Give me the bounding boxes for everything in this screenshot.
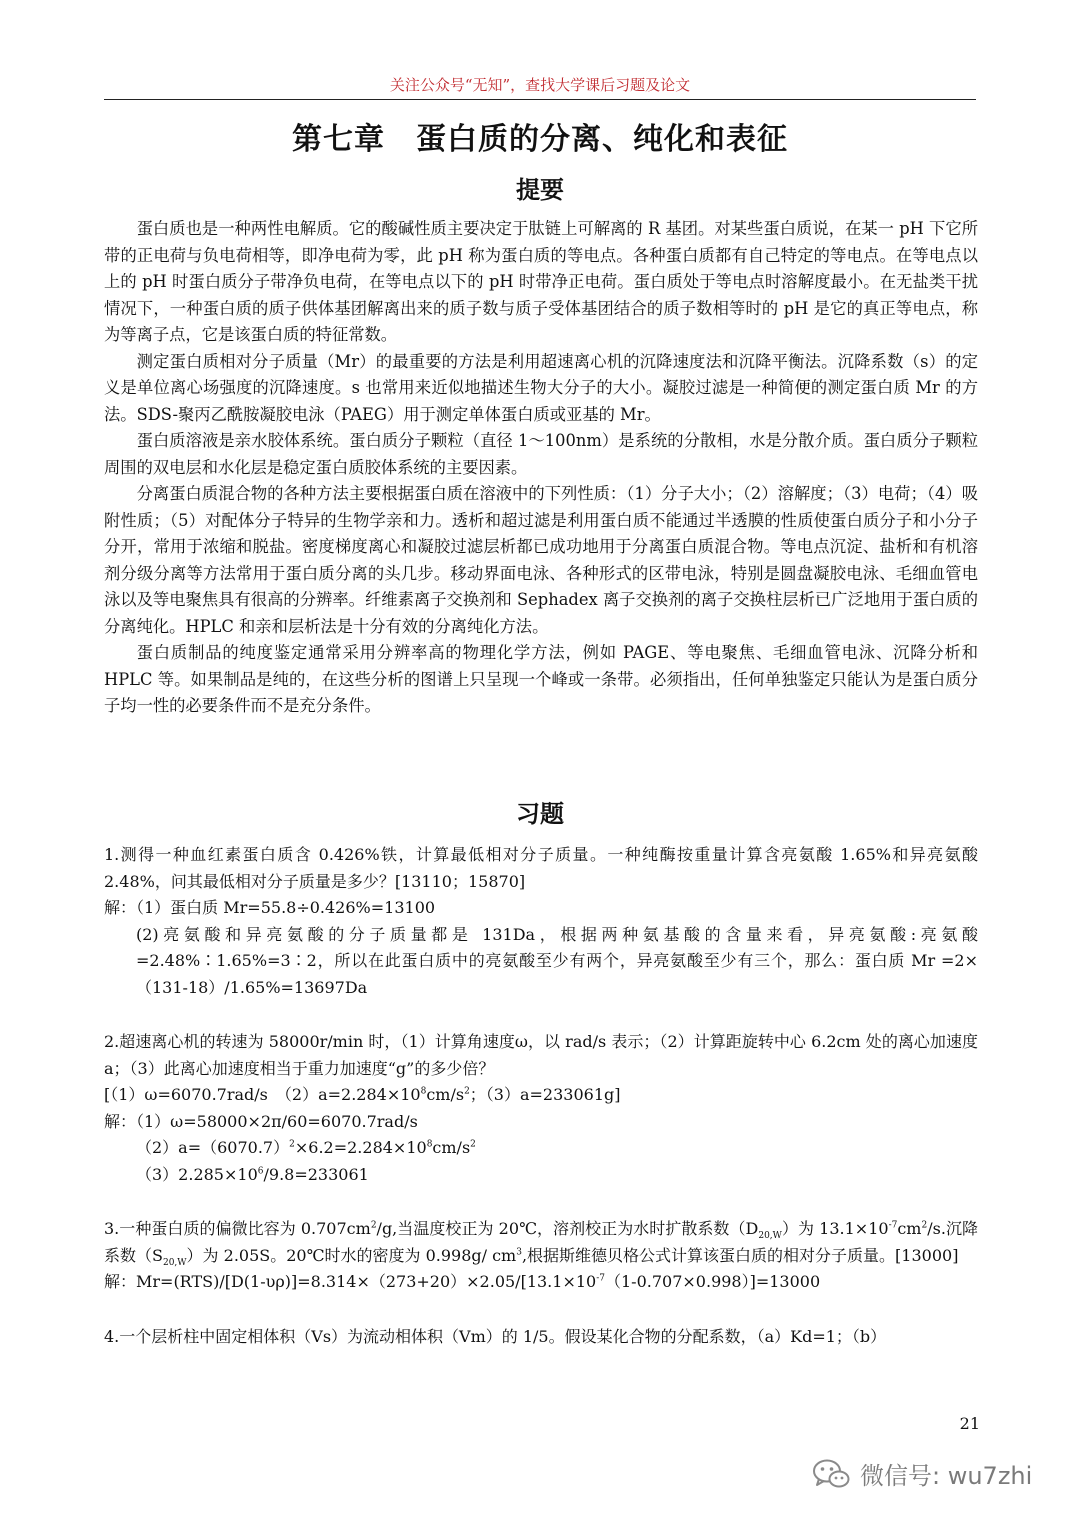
solution-text: ×6.2=2.284×10 xyxy=(294,1138,427,1157)
wechat-watermark xyxy=(812,1456,1032,1491)
question-text: /s.沉降系数（S xyxy=(104,1219,978,1265)
summary-paragraph: 蛋白质也是一种两性电解质。它的酸碱性质主要决定于肽链上可解离的 R 基团。对某些蛋白质说，在某一 pH 下它所带的正电荷与负电荷相等，即净电荷为零，此 pH 称为蛋白质的等电点。各种蛋白质都有自己特定的等电点。在等电点以上的 pH 时蛋白质分子带净负电荷，在等电点以下的 pH 时带净正电荷。蛋白质处于等电点时溶解度最小。在无盐类干扰情况下，一种蛋白质的质子供体基团解离出来的质子数与质子受体基团结合的质子数相等时的 pH 是它的真正等电点，称为等离子点，它是该蛋白质的特征常数。 xyxy=(104,219,978,344)
solution-line: (2)亮氨酸和异亮氨酸的分子质量都是 131Da，根据两种氨基酸的含量来看，异亮氨酸:亮氨酸=2.48%∶1.65%=3∶2，所以在此蛋白质中的亮氨酸至少有两个，异亮氨酸至少有三个，那么：蛋白质 Mr =2×（131-18）/1.65%=13697Da xyxy=(136,924,978,997)
exercise-4 xyxy=(104,1324,978,1351)
exercises-section xyxy=(104,842,978,1378)
exercise-question: 2.超速离心机的转速为 58000r/min 时，（1）计算角速度ω，以 rad/s 表示；（2）计算距旋转中心 6.2cm 处的离心加速度 a；（3）此离心加速度相当于重力加速度“g”的多少倍？ xyxy=(104,1032,978,1078)
subscript: 20,W xyxy=(162,1257,187,1268)
solution-text: 解：Mr=(RTS)/[D(1-υρ)]=8.314×（273+20）×2.05/[13.1×10 xyxy=(104,1272,597,1291)
superscript: 8 xyxy=(426,1139,433,1150)
answer-text: [（1）ω=6070.7rad/s （2）a=2.284×10 xyxy=(104,1085,421,1104)
question-text: cm xyxy=(897,1219,922,1238)
question-text: ,根据斯维德贝格公式计算该蛋白质的相对分子质量。[13000] xyxy=(521,1245,959,1265)
superscript: -7 xyxy=(888,1220,898,1231)
solution-text: /9.8=233061 xyxy=(263,1164,369,1184)
summary-section xyxy=(104,216,978,720)
solution-line: 解：（1）蛋白质 Mr=55.8÷0.426%=13100 xyxy=(104,898,436,917)
chapter-title: 第七章 蛋白质的分离、纯化和表征 xyxy=(292,122,788,157)
question-text: ）为 13.1×10 xyxy=(781,1219,889,1238)
summary-paragraph: 测定蛋白质相对分子质量（Mr）的最重要的方法是利用超速离心机的沉降速度法和沉降平衡法。沉降系数（s）的定义是单位离心场强度的沉降速度。s 也常用来近似地描述生物大分子的大小。凝胶过滤是一种简便的测定蛋白质 Mr 的方法。SDS-聚丙乙酰胺凝胶电泳（PAEG）用于测定单体蛋白质或亚基的 Mr。 xyxy=(104,351,978,424)
summary-heading: 提要 xyxy=(516,176,564,204)
watermark-text: 微信号: wu7zhi xyxy=(860,1462,1033,1490)
solution-text: （1-0.707×0.998）]=13000 xyxy=(605,1272,821,1291)
superscript: 2 xyxy=(921,1220,928,1231)
question-text: ）为 2.05S。20℃时水的密度为 0.998g/ cm xyxy=(186,1245,517,1265)
superscript: 2 xyxy=(464,1086,470,1097)
superscript: 8 xyxy=(420,1086,427,1097)
answer-text: ；（3）a=233061g] xyxy=(469,1085,621,1104)
superscript: -7 xyxy=(596,1273,605,1284)
question-text: 3.一种蛋白质的偏微比容为 0.707cm xyxy=(104,1219,371,1238)
answer-line xyxy=(104,1082,978,1109)
solution-line xyxy=(104,1269,978,1296)
summary-paragraph: 分离蛋白质混合物的各种方法主要根据蛋白质在溶液中的下列性质：（1）分子大小；（2）溶解度；（3）电荷；（4）吸附性质；（5）对配体分子特异的生物学亲和力。透析和超过滤是利用蛋白质不能通过半透膜的性质使蛋白质分子和小分子分开，常用于浓缩和脱盐。密度梯度离心和凝胶过滤层析都已成功地用于分离蛋白质混合物。等电点沉淀、盐析和有机溶剂分级分离等方法常用于蛋白质分离的头几步。移动界面电泳、各种形式的区带电泳，特别是圆盘凝胶电泳、毛细血管电泳以及等电聚焦具有很高的分辨率。纤维素离子交换剂和 Sephadex 离子交换剂的离子交换柱层析已广泛地用于蛋白质的分离纯化。HPLC 和亲和层析法是十分有效的分离纯化方法。 xyxy=(104,484,978,636)
superscript: 3 xyxy=(516,1247,522,1258)
superscript: 6 xyxy=(257,1166,264,1177)
header-banner: 关注公众号“无知”，查找大学课后习题及论文 xyxy=(389,76,691,94)
page-number: 21 xyxy=(959,1414,980,1433)
solution-line xyxy=(104,1135,978,1162)
superscript: 2 xyxy=(289,1139,295,1150)
solution-text: （3）2.285×10 xyxy=(136,1164,258,1184)
exercises-heading: 习题 xyxy=(516,800,564,828)
question-text: /g,当温度校正为 20℃，溶剂校正为水时扩散系数（D xyxy=(376,1219,759,1238)
superscript: 2 xyxy=(470,1139,476,1150)
exercise-1 xyxy=(104,842,978,1001)
exercise-3 xyxy=(104,1216,978,1296)
answer-text: cm/s xyxy=(426,1085,465,1104)
solution-text: cm/s xyxy=(432,1138,471,1157)
exercise-2 xyxy=(104,1029,978,1188)
subscript: 20,W xyxy=(758,1231,782,1242)
superscript: 2 xyxy=(370,1220,377,1231)
summary-paragraph: 蛋白质制品的纯度鉴定通常采用分辨率高的物理化学方法，例如 PAGE、等电聚焦、毛细血管电泳、沉降分析和 HPLC 等。如果制品是纯的，在这些分析的图谱上只呈现一个峰或一条带。必须指出，任何单独鉴定只能认为是蛋白质分子均一性的必要条件而不是充分条件。 xyxy=(104,643,978,715)
solution-line: 解：（1）ω=58000×2π/60=6070.7rad/s xyxy=(104,1111,418,1131)
exercise-question: 4.一个层析柱中固定相体积（Vs）为流动相体积（Vm）的 1/5。假设某化合物的分配系数，（a）Kd=1；（b） xyxy=(104,1326,887,1346)
exercise-question xyxy=(104,1216,978,1269)
wechat-icon xyxy=(812,1458,850,1490)
header-divider xyxy=(104,99,976,100)
solution-text: （2）a=（6070.7） xyxy=(136,1138,290,1157)
exercise-question: 1.测得一种血红素蛋白质含 0.426%铁，计算最低相对分子质量。一种纯酶按重量计算含亮氨酸 1.65%和异亮氨酸 2.48%，问其最低相对分子质量是多少？[13110；15870] xyxy=(104,845,978,891)
solution-line xyxy=(104,1162,978,1189)
summary-paragraph: 蛋白质溶液是亲水胶体系统。蛋白质分子颗粒（直径 1～100nm）是系统的分散相，水是分散介质。蛋白质分子颗粒周围的双电层和水化层是稳定蛋白质胶体系统的主要因素。 xyxy=(104,431,978,477)
